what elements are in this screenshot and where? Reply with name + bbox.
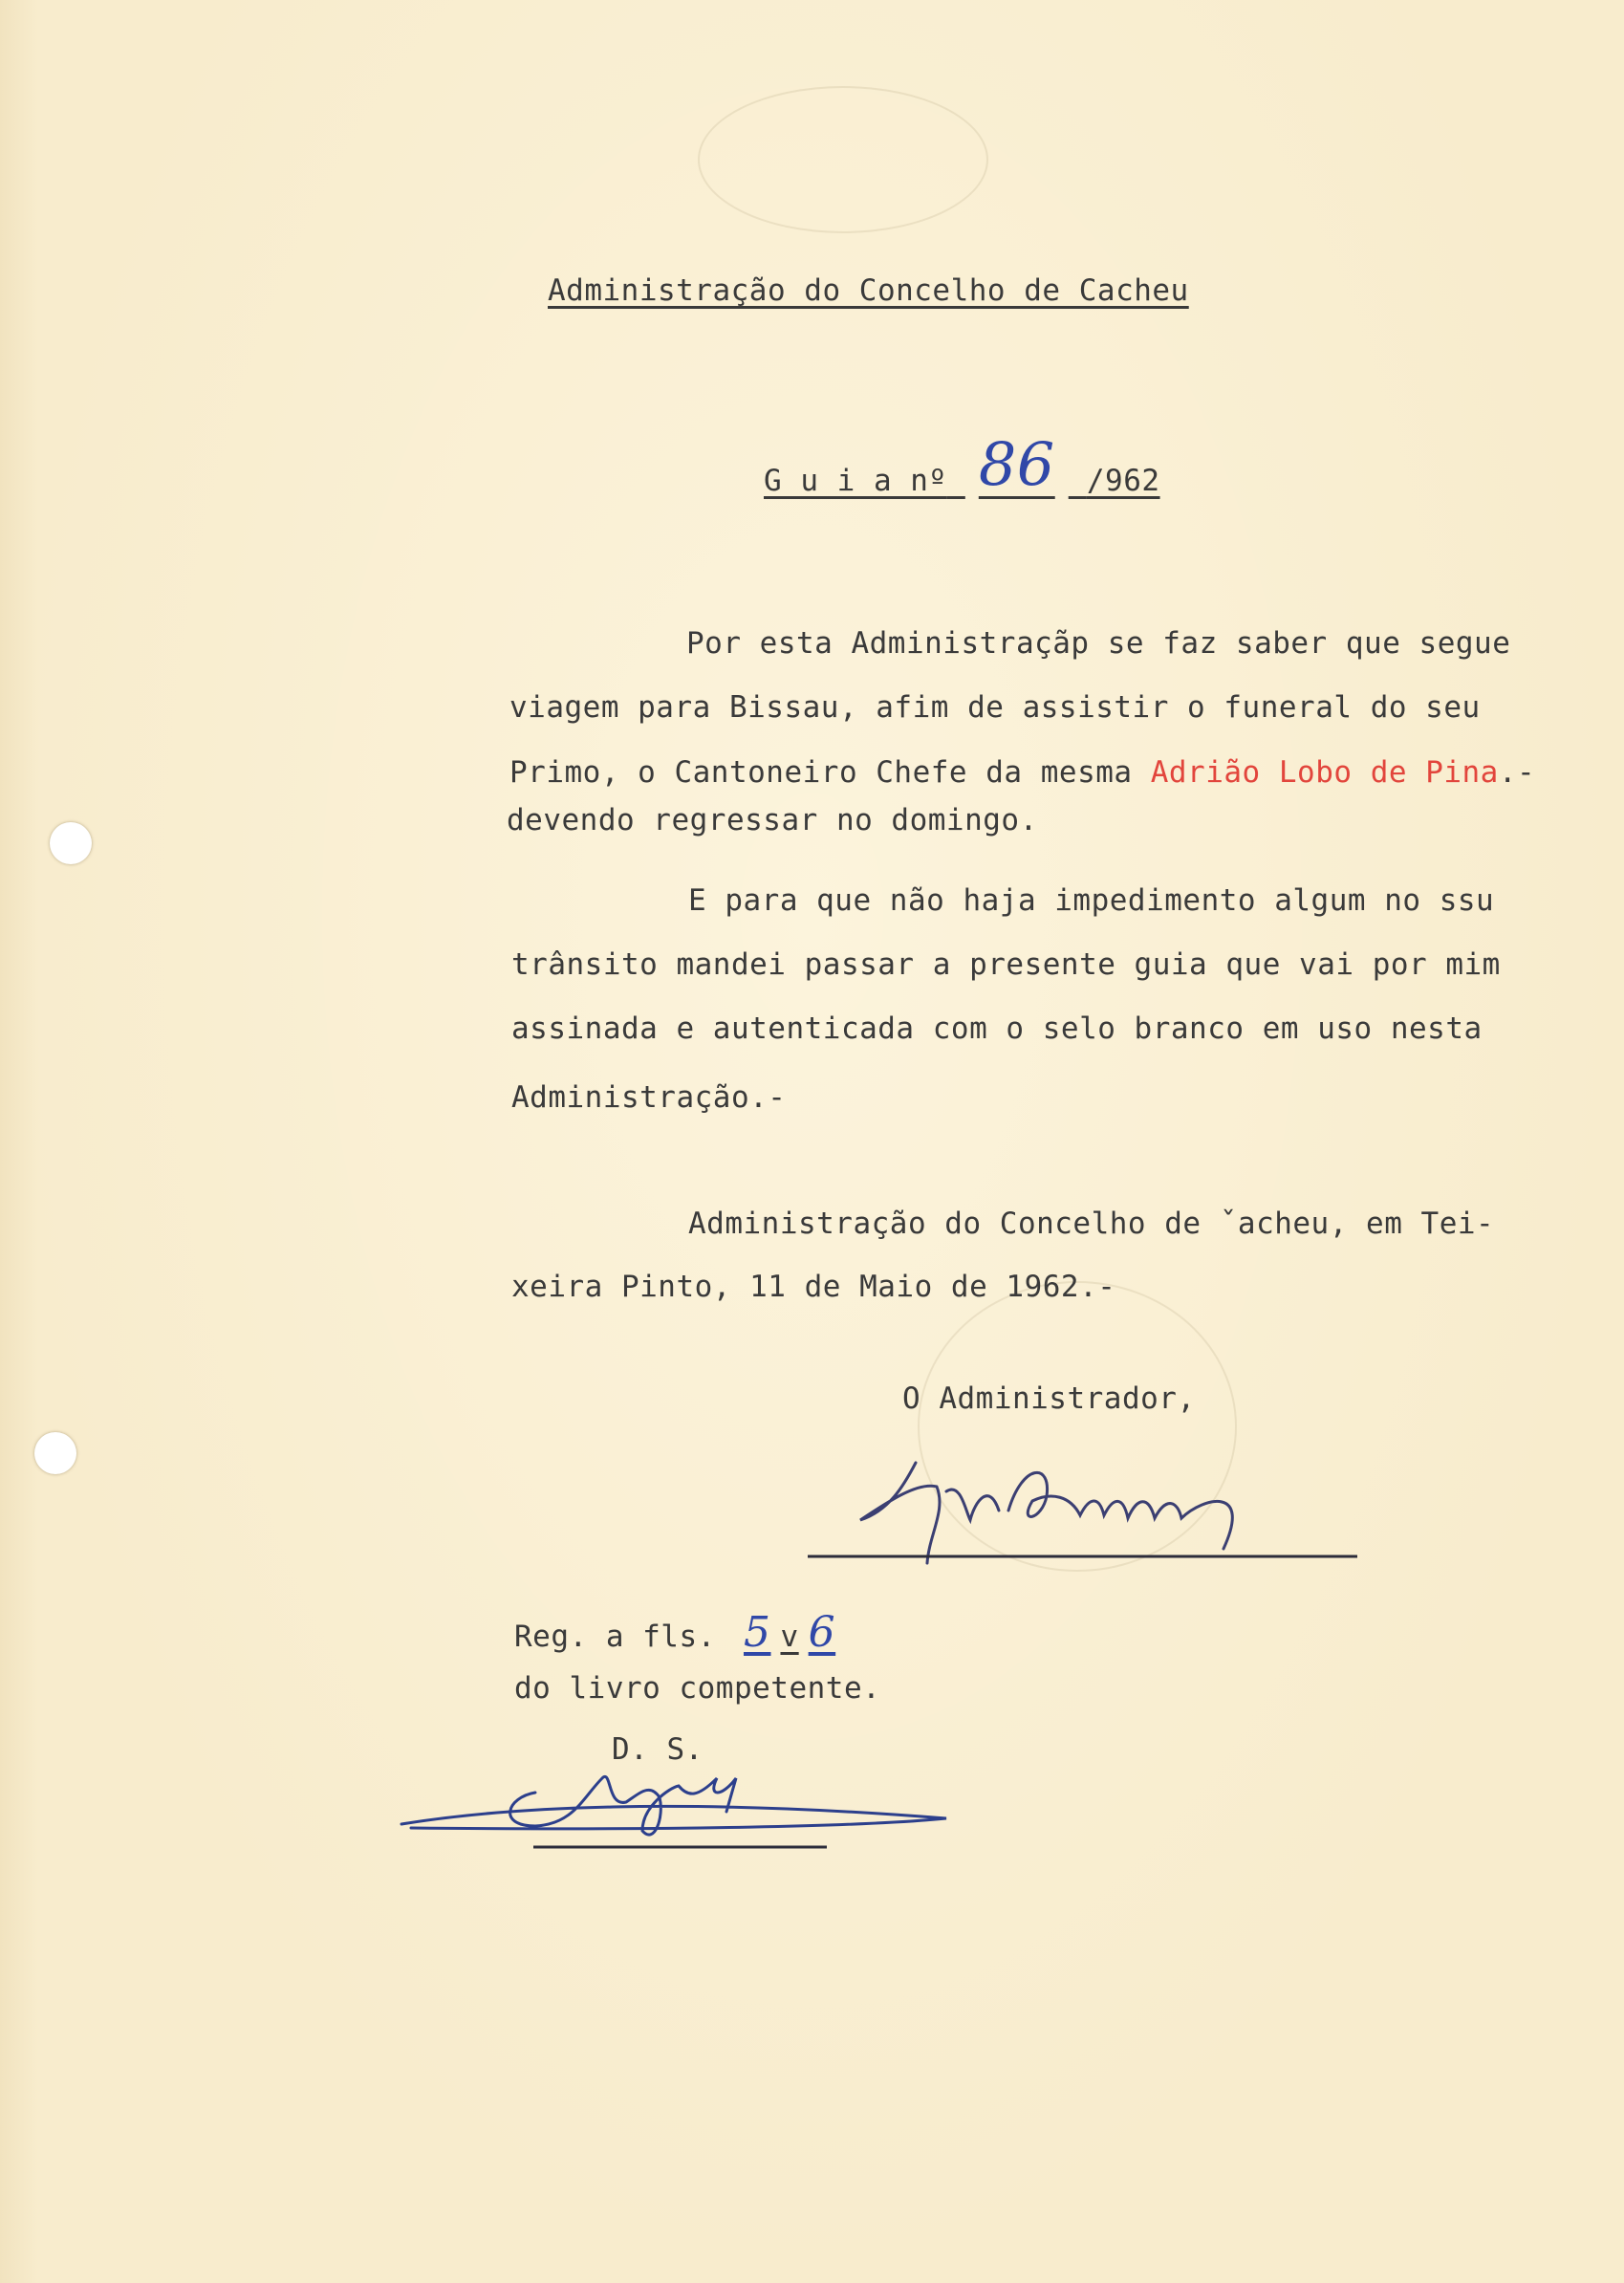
register-folio: 5 xyxy=(743,1608,771,1657)
body-p2-line1: E para que não haja impedimento algum no ssu xyxy=(688,883,1495,918)
embossed-seal-top xyxy=(698,86,988,233)
register-initials: D. S. xyxy=(612,1732,704,1767)
guia-prefix: G u i a nº xyxy=(764,464,947,498)
register-verso: v xyxy=(780,1620,799,1654)
guia-label xyxy=(764,429,1160,505)
guia-number: 86 xyxy=(978,429,1055,499)
body-p1-line3 xyxy=(509,755,1535,790)
body-p2-line2: trânsito mandei passar a presente guia que vai por mim xyxy=(511,947,1501,982)
punch-hole-top xyxy=(50,822,92,864)
body-p1-line1: Por esta Administraçãp se faz saber que segue xyxy=(686,626,1511,661)
administrator-signature xyxy=(803,1444,1376,1577)
registrar-signature xyxy=(392,1740,985,1874)
body-p3-line1: Administração do Concelho de ˇacheu, em Tei- xyxy=(688,1207,1495,1241)
body-p1-line3-start: Primo, o Cantoneiro Chefe da mesma xyxy=(509,755,1151,790)
body-p1-line3-end: .- xyxy=(1498,755,1536,790)
body-p1-line4: devendo regressar no domingo. xyxy=(507,803,1038,837)
person-name: Adrião Lobo de Pina xyxy=(1150,755,1499,790)
register-folio2: 6 xyxy=(808,1608,836,1657)
body-p1-line2: viagem para Bissau, afim de assistir o funeral do seu xyxy=(509,690,1481,725)
body-p2-line3: assinada e autenticada com o selo branco em uso nesta xyxy=(511,1011,1483,1046)
body-p3-line2: xeira Pinto, 11 de Maio de 1962.- xyxy=(511,1270,1116,1304)
register-line1 xyxy=(514,1608,856,1657)
register-prefix: Reg. a fls. xyxy=(514,1620,716,1654)
signature-role: O Administrador, xyxy=(902,1381,1196,1416)
register-line2: do livro competente. xyxy=(514,1671,881,1706)
punch-hole-bottom xyxy=(34,1432,76,1474)
document-title: Administração do Concelho de Cacheu xyxy=(548,273,1189,308)
guia-year: /962 xyxy=(1086,464,1160,498)
body-p2-line4: Administração.- xyxy=(511,1080,787,1115)
